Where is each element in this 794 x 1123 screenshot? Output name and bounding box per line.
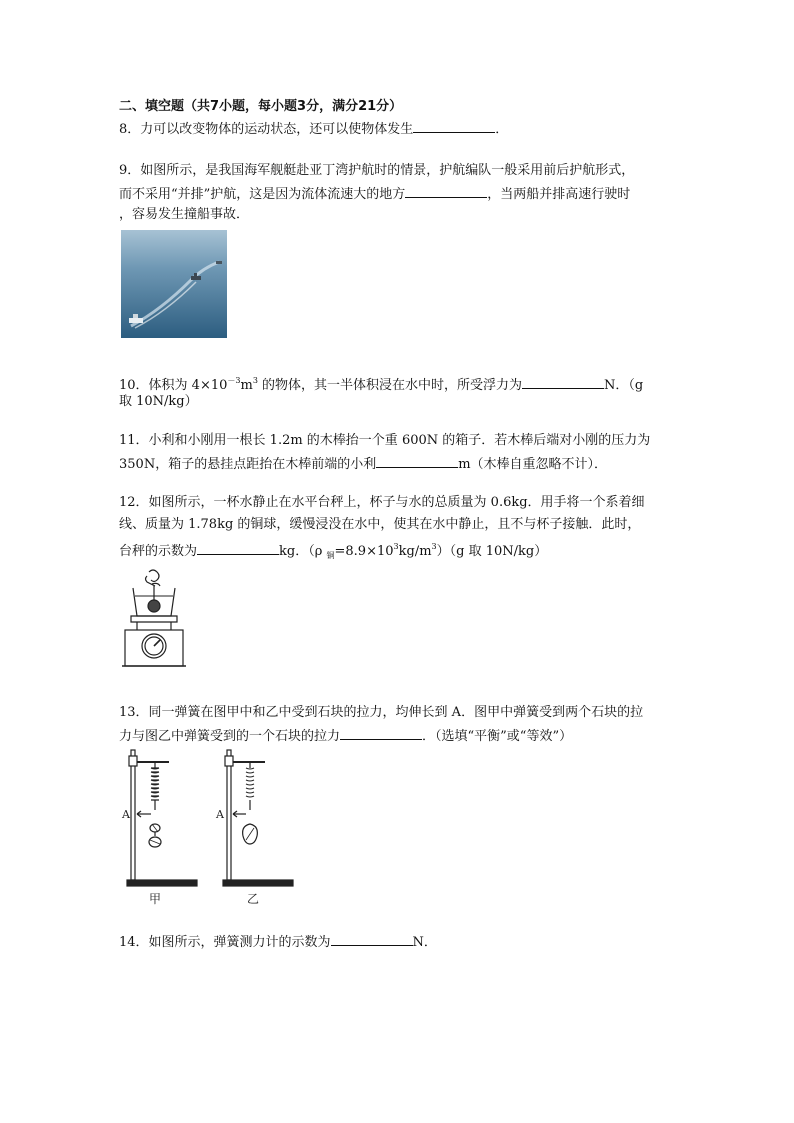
q13-blank[interactable] [340, 727, 422, 740]
q8-text: 8．力可以改变物体的运动状态，还可以使物体发生 [119, 122, 414, 137]
q10-d: N．（g [604, 378, 644, 393]
label-a-left: A [122, 808, 130, 821]
question-13-line2 [119, 727, 572, 745]
q10-blank[interactable] [522, 376, 604, 389]
spring-stand-figure [119, 748, 299, 910]
question-11-line2 [119, 455, 607, 473]
q9-line2a: 而不采用“并排”护航，这是因为流体流速大的地方 [119, 187, 406, 202]
q14-blank[interactable] [331, 933, 413, 946]
question-12-line3 [119, 539, 547, 564]
q12-rho-sub: 铜 [326, 551, 335, 560]
q8-blank[interactable] [413, 120, 495, 133]
question-13-line1: 13．同一弹簧在图甲中和乙中受到石块的拉力，均伸长到 A．图甲中弹簧受到两个石块的拉 [119, 705, 644, 720]
question-10-line2: 取 10N/kg） [119, 394, 198, 409]
q12-exp2: 3 [431, 542, 437, 551]
question-9-line2 [119, 185, 630, 203]
question-12-line2: 线、质量为 1.78kg 的铜球，缓慢浸没在水中，使其在水中静止，且不与杯子接触．此时， [119, 517, 641, 532]
question-11-line1: 11．小利和小刚用一根长 1.2m 的木棒抬一个重 600N 的箱子．若木棒后端对小刚的压力为 [119, 433, 651, 448]
caption-left: 甲 [148, 892, 162, 906]
q11-line2b: m（木棒自重忽略不计）． [458, 457, 608, 472]
q10-exp2: 3 [252, 376, 258, 385]
label-a-right: A [216, 808, 224, 821]
question-10-line1 [119, 373, 643, 394]
question-14 [119, 933, 437, 951]
q10-c: 的物体，其一半体积浸在水中时，所受浮力为 [257, 378, 523, 393]
question-8 [119, 120, 508, 138]
q12-line3e: ）（g 取 10N/kg） [436, 544, 548, 559]
q13-line2a: 力与图乙中弹簧受到的一个石块的拉力 [119, 729, 341, 744]
scale-figure [119, 566, 189, 670]
q9-line2b: ，当两船并排高速行驶时 [487, 187, 631, 202]
caption-right: 乙 [246, 892, 260, 906]
q11-blank[interactable] [376, 455, 458, 468]
q12-blank[interactable] [197, 542, 279, 555]
q11-line2a: 350N，箱子的悬挂点距抬在木棒前端的小利 [119, 457, 377, 472]
q12-exp: 3 [393, 542, 399, 551]
q12-line3a: 台秤的示数为 [119, 544, 198, 559]
q12-line3c: =8.9×10 [334, 544, 394, 559]
q14-end: N． [412, 935, 437, 950]
q9-blank[interactable] [405, 185, 487, 198]
warship-photo [121, 230, 227, 338]
q10-a: 10．体积为 4×10 [119, 378, 228, 393]
q13-line2b: ．（选填“平衡”或“等效”） [422, 729, 573, 744]
q14-text: 14．如图所示，弹簧测力计的示数为 [119, 935, 331, 950]
question-12-line1: 12．如图所示，一杯水静止在水平台秤上，杯子与水的总质量为 0.6kg．用手将一个系着细 [119, 495, 645, 510]
question-9-line1: 9．如图所示，是我国海军舰艇赴亚丁湾护航时的情景，护航编队一般采用前后护航形式， [119, 163, 635, 178]
q12-line3d: kg/m [398, 544, 432, 559]
q10-b: m [240, 378, 253, 393]
q10-exp: －3 [227, 376, 241, 385]
question-9-line3: ，容易发生撞船事故． [119, 207, 250, 222]
section-heading: 二、填空题（共7小题，每小题3分，满分21分） [119, 99, 403, 114]
q8-end: ． [495, 122, 509, 137]
q12-line3b: kg．（ρ [279, 544, 327, 559]
